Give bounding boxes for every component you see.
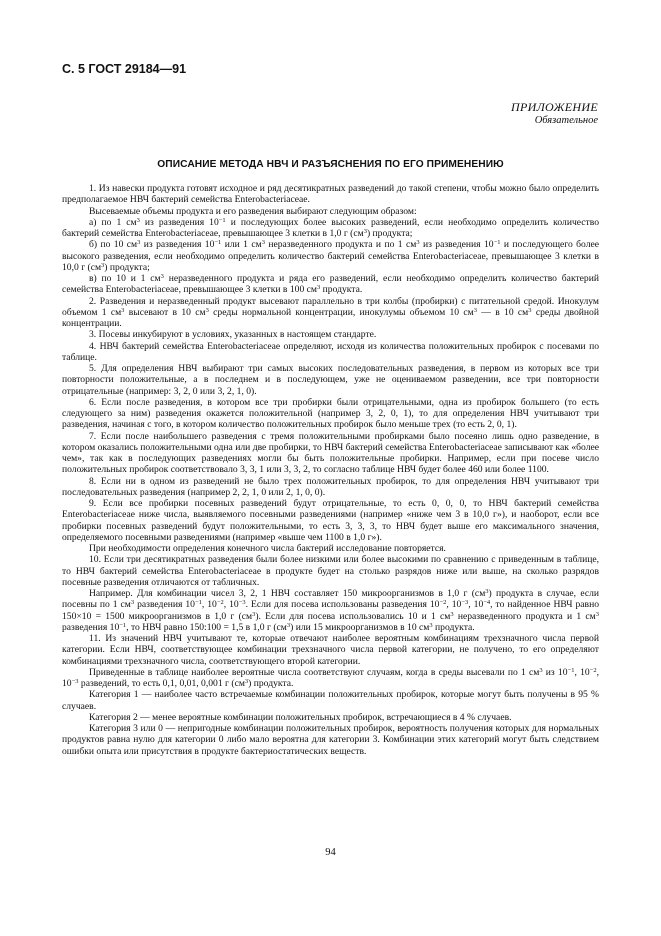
body-paragraph: 9. Если все пробирки посевных разведений будут отрицательные, то есть 0, 0, 0, то НВЧ бактерий семейства Enterobacteriaceae ниже числа, выявляемого посевными разведениями (например «ниже чем 3 в 10,0 г»), и наоборот, если все пробирки посевных разведений будут положительными, то есть 3, 3, 3, то НВЧ будет выше его максимального значения, определяемого посевными разведениями (например «выше чем 1100 в 1,0 г»). <box>62 498 599 543</box>
section-title: ОПИСАНИЕ МЕТОДА НВЧ И РАЗЪЯСНЕНИЯ ПО ЕГО ПРИМЕНЕНИЮ <box>157 159 504 170</box>
body-paragraph: 7. Если после наибольшего разведения с тремя положительными пробирками было посеяно лишь одно разведение, в котором оказались положительными одна или две пробирки, то НВЧ бактерий семейства Enterobacteriaceae записывают как «более чем», так как в последующих разведениях могли бы быть положительные пробирки. Например, если при посеве число положительных пробирок соответствовало 3, 3, 1 или 3, 3, 2, то согласно таблице НВЧ будет более 460 или более 1100. <box>62 430 599 476</box>
body-paragraph: 5. Для определения НВЧ выбирают три самых высоких последовательных разведения, в первом из которых все три повторности положительные, а в последнем и в последующем, уже не оцениваемом разведении, все три повторности отрицательные (например: 3, 2, 0 или 3, 2, 1, 0). <box>62 363 599 397</box>
appendix-status: Обязательное <box>534 115 598 126</box>
body-paragraph: Категория 3 или 0 — непригодные комбинации положительных пробирок, вероятность получения которых для нормальных продуктов равна нулю для категории 0 либо мало вероятна для категории 3. Комбинации этих категорий могут быть следствием ошибки опыта или присутствия в продукте бактериостатических веществ. <box>62 723 599 757</box>
body-paragraph: б) по 10 $см^3$ из разведения $10^{-1}$ или 1 $см^3$ неразведенного продукта и по 1 $см^3$ из разведения $10^{-1}$ и последующего более высокого разведения, если необходимо определить количество бактерий семейства Enterobacteriaceae, превышающее 3 клетки в 10,0 г $(см^3)$ продукта; <box>62 239 600 273</box>
body-paragraph: а) по 1 $см^3$ из разведения $10^{-1}$ и последующих более высоких разведений, если необходимо определить количество бактерий семейства Enterobacteriaceae, превышающее 3 клетки в 1,0 г $(см^3)$ продукта; <box>62 216 599 239</box>
appendix-label: ПРИЛОЖЕНИЕ <box>511 100 598 114</box>
body-paragraph: Категория 2 — менее вероятные комбинации положительных пробирок, встречающиеся в 4 % случаев. <box>89 711 512 723</box>
body-paragraph: При необходимости определения конечного числа бактерий исследование повторяется. <box>89 543 446 554</box>
body-text <box>62 183 599 757</box>
body-paragraph: 2. Разведения и неразведенный продукт высевают параллельно в три колбы (пробирки) с питательной средой. Инокулум объемом 1 $см^3$ высевают в 10 $см^3$ среды нормальной концентрации, инокулумы объемом 10 $см^3$ — в 10 $см^3$ среды двойной концентрации. <box>62 295 599 329</box>
body-paragraph: 8. Если ни в одном из разведений не было трех положительных пробирок, то для определения НВЧ учитывают три последовательных разведения (например 2, 2, 1, 0 или 2, 1, 0, 0). <box>62 475 599 498</box>
standard-header: С. 5 ГОСТ 29184—91 <box>62 62 187 76</box>
body-paragraph: 4. НВЧ бактерий семейства Enterobacteriaceae определяют, исходя из количества положительных пробирок с посевами по таблице. <box>62 340 599 363</box>
body-paragraph: Например. Для комбинации чисел 3, 2, 1 НВЧ составляет 150 микроорганизмов в 1,0 г $(см^3)$ продукта в случае, если посевны по 1 $см^3$ разведения $10^{-1}$, $10^{-2}$, $10^{-3}$. Если для посева использованы разведения $10^{-2}$, $10^{-3}$, $10^{-4}$, то найденное НВЧ равно 150×10 = 1500 микроорганизмов в 1,0 г $(см^3)$. Если для посева использовались 10 и 1 $см^3$ неразведенного продукта и 1 $см^3$ разведения $10^{-1}$, то НВЧ равно 150:100 = 1,5 в 1,0 г $(см^3)$ или 15 микроорганизмов в 10 $см^3$ продукта. <box>62 588 600 633</box>
body-paragraph: Приведенные в таблице наиболее вероятные числа соответствуют случаям, когда в среды высевали по 1 $см^3$ из $10^{-1}$, $10^{-2}$, $10^{-3}$ разведений, то есть 0,1, 0,01, 0,001 г $(см^3)$ продукта. <box>62 666 599 689</box>
body-paragraph: Высеваемые объемы продукта и его разведения выбирают следующим образом: <box>89 205 417 217</box>
body-paragraph: 6. Если после разведения, в котором все три пробирки были отрицательными, одна из пробирок большего (то есть следующего за ним) разведения окажется положительной (например 3, 2, 0, 1), то для определения НВЧ учитывают три разведения, начиная с того, в котором количество положительных пробирок было меньше трех (то есть 2, 0, 1). <box>62 396 599 431</box>
body-paragraph: 11. Из значений НВЧ учитывают те, которые отвечают наиболее вероятным комбинациям трехзначного числа первой категории. Если НВЧ, соответствующее комбинации трехзначного числа первой категории, не получено, то его определяют комбинациями трехзначного числа, соответствующего второй категории. <box>62 633 599 667</box>
body-paragraph: 1. Из навески продукта готовят исходное и ряд десятикратных разведений до такой степени, чтобы можно было определить предполагаемое НВЧ бактерий семейства Enterobacteriaceae. <box>62 183 599 206</box>
body-paragraph: Категория 1 — наиболее часто встречаемые комбинации положительных пробирок, которые могут быть получены в 95 % случаев. <box>62 689 599 712</box>
page-number: 94 <box>325 847 336 858</box>
body-paragraph: в) по 10 и 1 $см^3$ неразведенного продукта и ряда его разведений, если необходимо определить количество бактерий семейства Enterobacteriaceae, превышающее 3 клетки в 100 $см^3$ продукта. <box>62 273 599 296</box>
body-paragraph: 10. Если три десятикратных разведения были более низкими или более высокими по сравнению с приведенным в таблице, то НВЧ бактерий семейства Enterobacteriaceae в продукте будет на столько разрядов ниже или выше, на сколько разрядов посевные разведения отличаются от табличных. <box>62 554 599 588</box>
body-paragraph: 3. Посевы инкубируют в условиях, указанных в настоящем стандарте. <box>89 329 377 341</box>
appendix-label-block <box>511 100 598 128</box>
